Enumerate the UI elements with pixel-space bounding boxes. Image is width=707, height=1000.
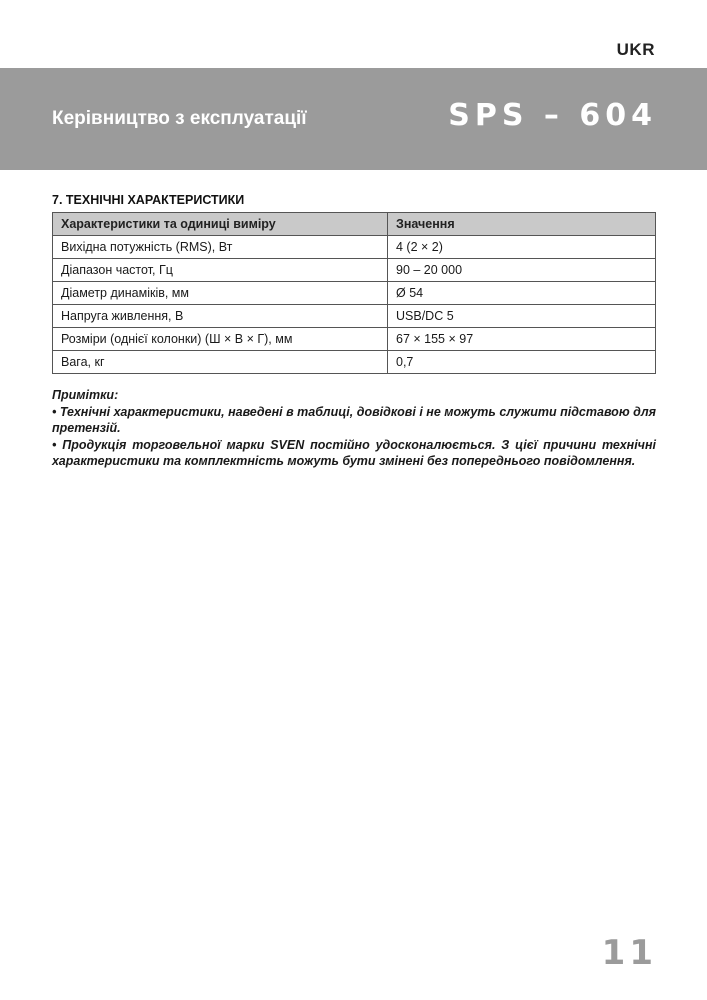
note-item: • Технічні характеристики, наведені в таблиці, довідкові і не можуть служити підставою для претензій. — [52, 404, 656, 435]
table-row — [53, 351, 656, 374]
table-row — [53, 282, 656, 305]
header-banner — [0, 68, 707, 170]
table-cell: Діаметр динаміків, мм — [53, 282, 388, 305]
table-cell: Напруга живлення, В — [53, 305, 388, 328]
manual-title: Керівництво з експлуатації — [52, 108, 307, 129]
table-row — [53, 328, 656, 351]
table-cell: Вага, кг — [53, 351, 388, 374]
section-title: 7. ТЕХНІЧНІ ХАРАКТЕРИСТИКИ — [52, 193, 245, 207]
table-header-row — [53, 213, 656, 236]
table-cell: USB/DC 5 — [388, 305, 656, 328]
table-cell: Розміри (однієї колонки) (Ш × В × Г), мм — [53, 328, 388, 351]
table-row — [53, 236, 656, 259]
table-cell: Діапазон частот, Гц — [53, 259, 388, 282]
note-item: • Продукція торговельної марки SVEN постійно удосконалюється. З цієї причини технічні характеристики та комплектність можуть бути змінені без попереднього повідомлення. — [52, 437, 656, 468]
table-cell: Вихідна потужність (RMS), Вт — [53, 236, 388, 259]
language-label: UKR — [616, 40, 655, 59]
specs-table — [52, 212, 656, 374]
table-cell: 4 (2 × 2) — [388, 236, 656, 259]
notes-block — [52, 387, 656, 470]
table-cell: 0,7 — [388, 351, 656, 374]
table-header-cell: Характеристики та одиниці виміру — [53, 213, 388, 236]
table-cell: Ø 54 — [388, 282, 656, 305]
table-header-cell: Значення — [388, 213, 656, 236]
table-cell: 90 – 20 000 — [388, 259, 656, 282]
notes-heading: Примітки: — [52, 388, 119, 402]
table-cell: 67 × 155 × 97 — [388, 328, 656, 351]
table-row — [53, 259, 656, 282]
table-row — [53, 305, 656, 328]
model-name: SPS – 604 — [448, 98, 657, 133]
page-number: 11 — [601, 933, 657, 973]
